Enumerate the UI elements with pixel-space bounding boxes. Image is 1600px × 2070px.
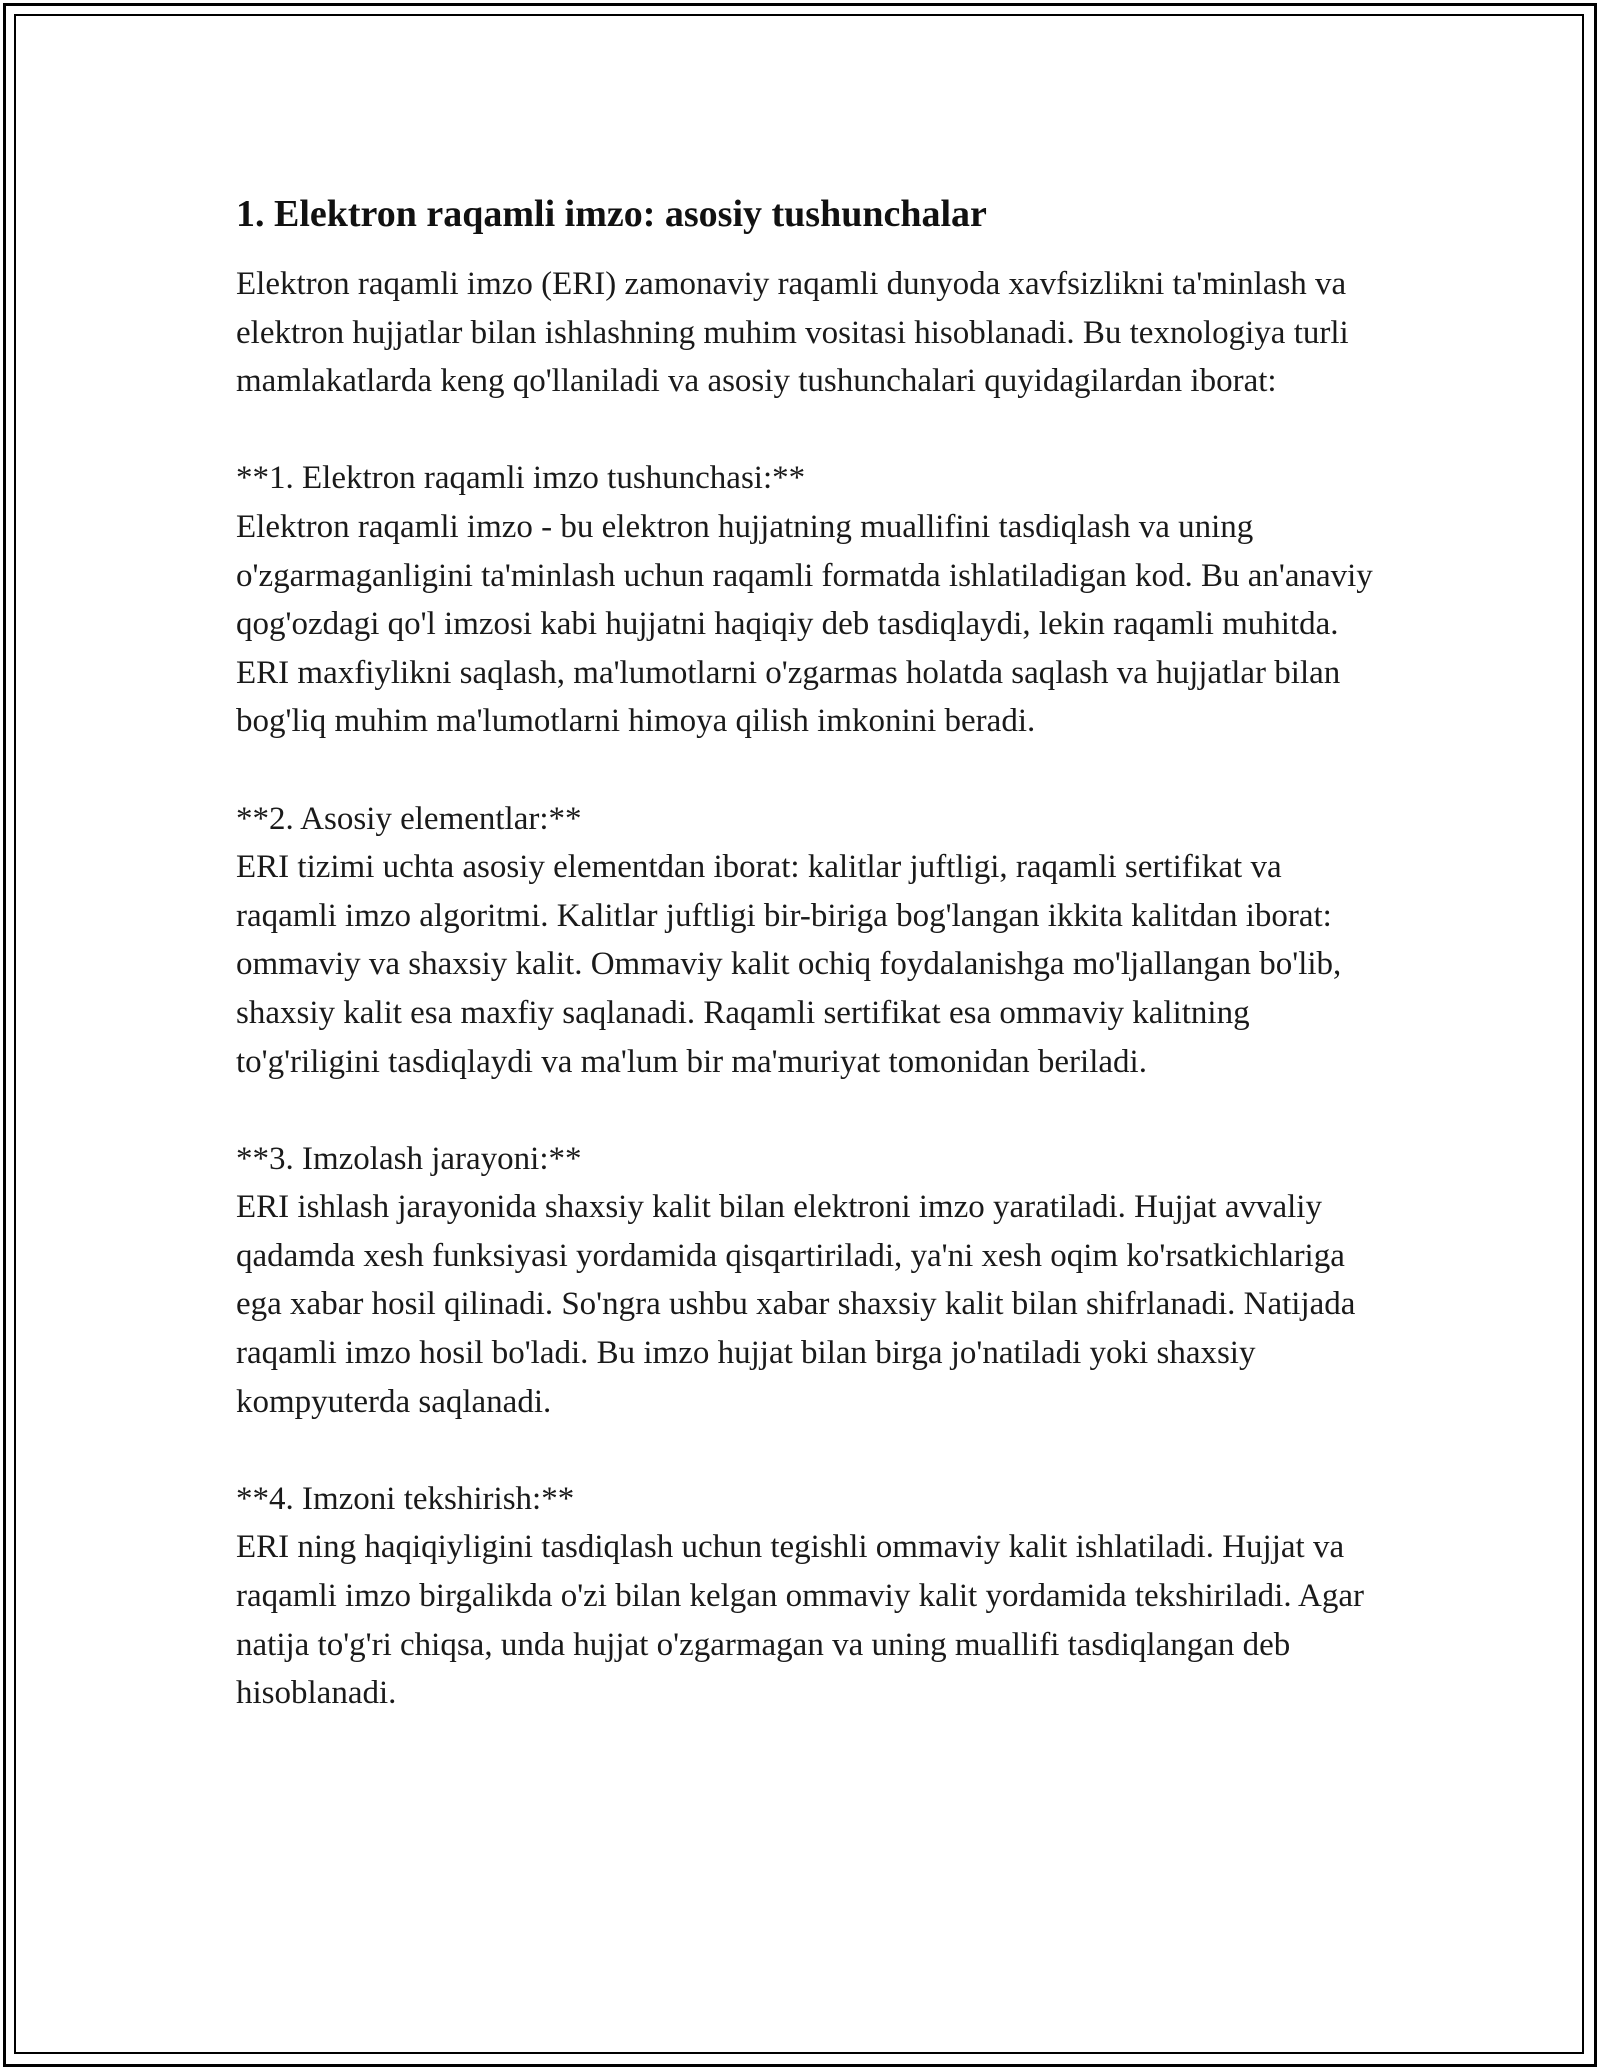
section-heading: **1. Elektron raqamli imzo tushunchasi:** [236, 460, 806, 497]
section-concept [236, 454, 1386, 746]
section-body: ERI ishlash jarayonida shaxsiy kalit bilan elektroni imzo yaratiladi. Hujjat avvaliy qadamda xesh funksiyasi yordamida qisqartiriladi, ya'ni xesh oqim ko'rsatkichlariga ega xabar hosil qilinadi. So'ngra ushbu xabar shaxsiy kalit bilan shifrlanadi. Natijada raqamli imzo hosil bo'ladi. Bu imzo hujjat bilan birga jo'natiladi yoki shaxsiy kompyuterda saqlanadi. [236, 1189, 1356, 1420]
section-body: ERI ning haqiqiyligini tasdiqlash uchun tegishli ommaviy kalit ishlatiladi. Hujjat va raqamli imzo birgalikda o'zi bilan kelgan ommaviy kalit yordamida tekshiriladi. Agar natija to'g'ri chiqsa, unda hujjat o'zgarmagan va uning muallifi tasdiqlangan deb hisoblanadi. [236, 1529, 1364, 1712]
section-elements [236, 795, 1386, 1087]
page-title: 1. Elektron raqamli imzo: asosiy tushunchalar [236, 193, 987, 235]
section-heading: **2. Asosiy elementlar:** [236, 800, 582, 837]
section-heading: **4. Imzoni tekshirish:** [236, 1480, 575, 1517]
document-content [236, 188, 1386, 1718]
section-heading: **3. Imzolash jarayoni:** [236, 1140, 582, 1177]
intro-paragraph: Elektron raqamli imzo (ERI) zamonaviy raqamli dunyoda xavfsizlikni ta'minlash va elektron hujjatlar bilan ishlashning muhim vositasi hisoblanadi. Bu texnologiya turli mamlakatlarda keng qo'llaniladi va asosiy tushunchalari quyidagilardan iborat: [236, 266, 1349, 400]
section-signing [236, 1135, 1386, 1427]
section-body: ERI tizimi uchta asosiy elementdan iborat: kalitlar juftligi, raqamli sertifikat va raqamli imzo algoritmi. Kalitlar juftligi bir-biriga bog'langan ikkita kalitdan iborat: ommaviy va shaxsiy kalit. Ommaviy kalit ochiq foydalanishga mo'ljallangan bo'lib, shaxsiy kalit esa maxfiy saqlanadi. Raqamli sertifikat esa ommaviy kalitning to'g'riligini tasdiqlaydi va ma'lum bir ma'muriyat tomonidan beriladi. [236, 849, 1342, 1080]
section-body: Elektron raqamli imzo - bu elektron hujjatning muallifini tasdiqlash va uning o'zgarmaganligini ta'minlash uchun raqamli formatda ishlatiladigan kod. Bu an'anaviy qog'ozdagi qo'l imzosi kabi hujjatni haqiqiy deb tasdiqlaydi, lekin raqamli muhitda. ERI maxfiylikni saqlash, ma'lumotlarni o'zgarmas holatda saqlash va hujjatlar bilan bog'liq muhim ma'lumotlarni himoya qilish imkonini beradi. [236, 508, 1373, 740]
section-verification [236, 1475, 1386, 1718]
